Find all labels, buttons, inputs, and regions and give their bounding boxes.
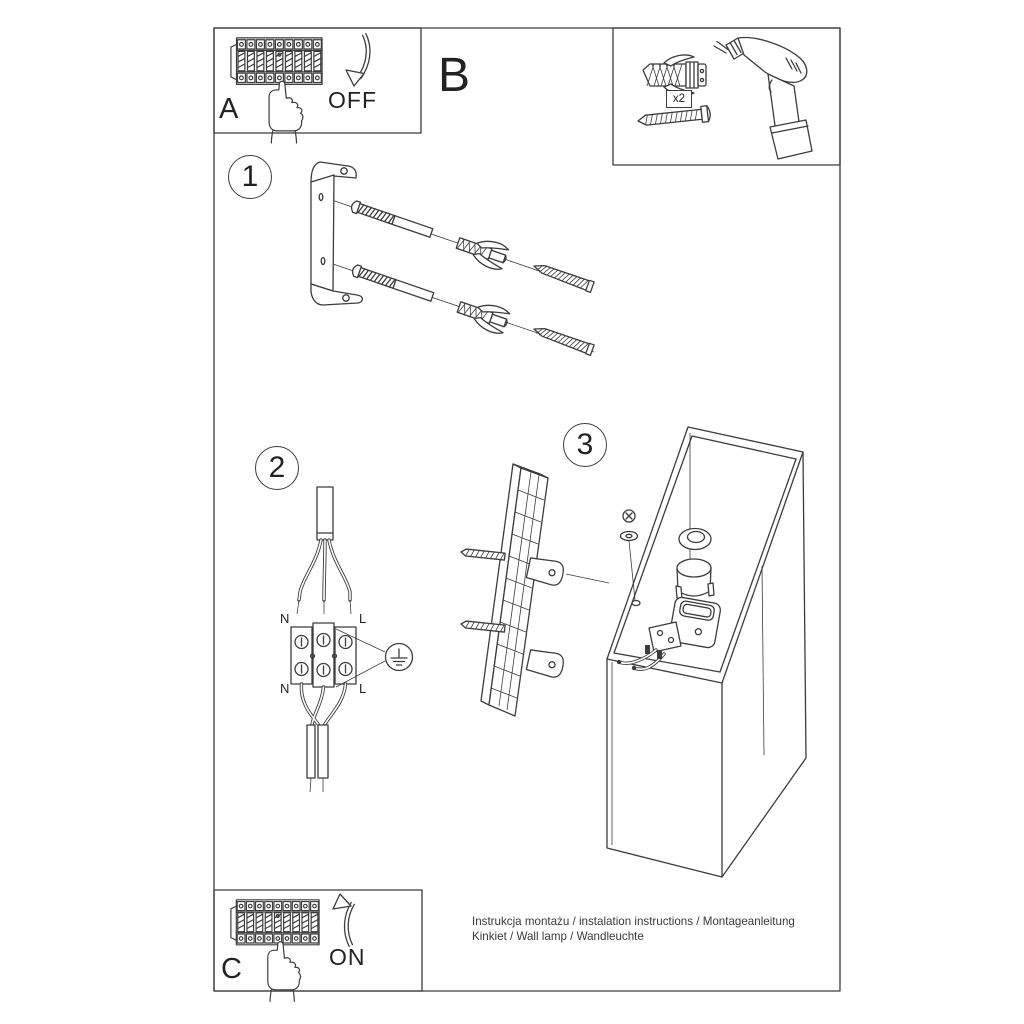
section-a-label: A [219, 93, 239, 125]
live-label-bottom: L [359, 681, 367, 696]
footer-product-line: Kinkiet / Wall lamp / Wandleuchte [472, 930, 644, 943]
wall-plug-icon [454, 231, 510, 272]
cable-sleeve [307, 725, 315, 778]
arrow-down-icon [346, 34, 368, 86]
alignment-line [566, 574, 609, 583]
step-3-number: 3 [563, 423, 607, 467]
quantity-badge: x2 [666, 90, 692, 108]
footer-title-line: Instrukcja montażu / instalation instructions / Montageanleitung [472, 915, 795, 928]
wall-bracket-icon [311, 162, 362, 305]
parts-illustration [637, 38, 812, 159]
circuit-breaker-panel-icon [231, 38, 322, 85]
ground-symbol-icon [386, 644, 413, 671]
pressing-hand-icon [269, 81, 303, 143]
threaded-screw-icon [532, 324, 594, 356]
step-1-number: 1 [228, 155, 272, 199]
neutral-label-bottom: N [280, 681, 290, 696]
drill-icon [714, 38, 812, 159]
neutral-label-top: N [280, 611, 290, 626]
cable-sleeve [318, 725, 328, 778]
screw-icon [351, 264, 434, 303]
off-label: OFF [328, 87, 377, 113]
cable-icon [317, 487, 333, 540]
threaded-screw-icon [532, 261, 594, 293]
wall-plug-icon [455, 295, 511, 336]
pressing-hand-icon [268, 942, 301, 1002]
screw-icon [461, 549, 505, 561]
wires-bottom [301, 684, 345, 792]
step3-mounting-illustration [461, 427, 806, 877]
lamp-housing-icon [607, 427, 806, 877]
arrow-up-icon [333, 894, 353, 946]
step2-wiring-illustration [291, 487, 413, 792]
on-label: ON [329, 944, 366, 970]
screw-icon [637, 105, 711, 128]
step-2-number: 2 [255, 446, 299, 490]
circuit-breaker-panel-icon [231, 900, 319, 945]
bracket-tab-icon [526, 648, 565, 679]
wall-plate-icon [481, 464, 548, 716]
step1-bracket-illustration [311, 162, 594, 355]
wall-plug-icon [643, 55, 706, 95]
section-b-label: B [438, 49, 471, 102]
screw-icon [350, 200, 433, 239]
section-c-label: C [221, 953, 242, 985]
terminal-block-icon [291, 623, 356, 687]
live-label-top: L [359, 611, 367, 626]
wires-top [297, 540, 351, 614]
